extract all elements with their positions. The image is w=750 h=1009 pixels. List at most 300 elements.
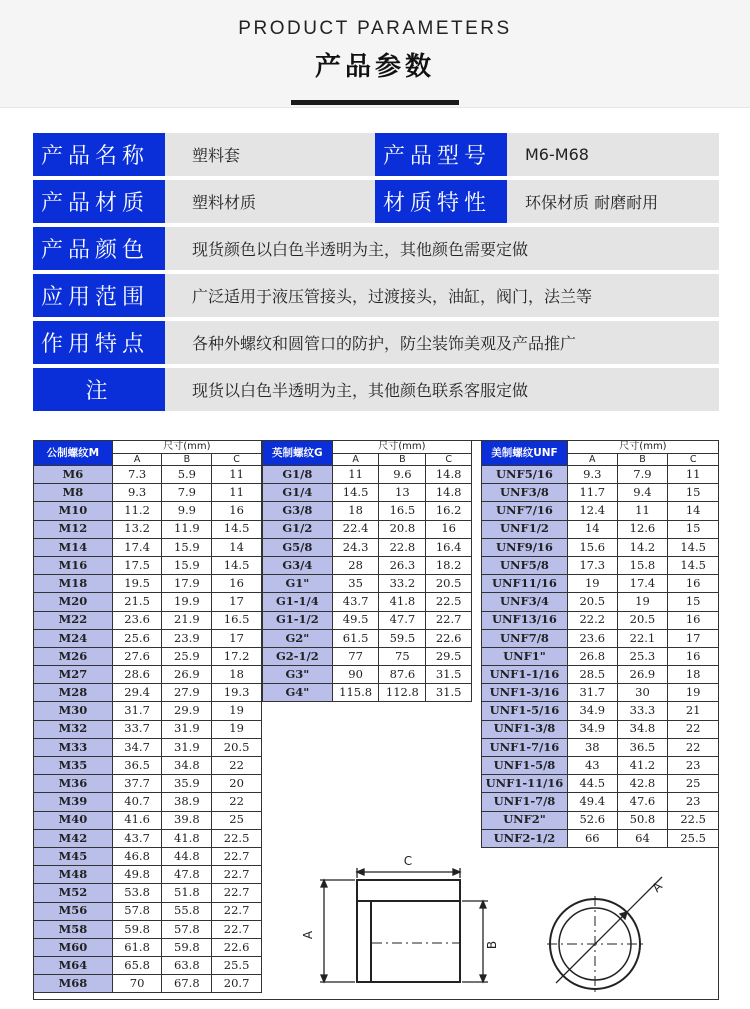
column-c-header: C: [212, 454, 262, 466]
size-header: 尺寸(mm): [112, 441, 261, 454]
table-row: [482, 538, 719, 556]
dimension-b-cell: 19.9: [162, 593, 212, 611]
dimension-b-cell: 34.8: [617, 720, 668, 738]
table-row: [34, 902, 262, 920]
thread-size-cell: M40: [34, 811, 113, 829]
table-row: [34, 466, 262, 484]
table-row: [34, 793, 262, 811]
dimension-b-cell: 59.5: [379, 629, 426, 647]
dimension-c-cell: 16: [212, 575, 262, 593]
dimension-a-cell: 17.3: [567, 556, 617, 574]
dimension-c-cell: 11: [212, 466, 262, 484]
param-row-scope: [33, 274, 719, 317]
size-header: 尺寸(mm): [332, 441, 471, 454]
dimension-c-cell: 23: [668, 793, 719, 811]
dimension-b-cell: 33.2: [379, 575, 426, 593]
thread-size-cell: M60: [34, 938, 113, 956]
unf-thread-table: [481, 440, 719, 848]
dimension-a-cell: 25.6: [112, 629, 162, 647]
dimension-c-cell: 22.5: [668, 811, 719, 829]
dimension-c-cell: 16: [426, 520, 472, 538]
table-row: [34, 556, 262, 574]
thread-size-cell: G2": [263, 629, 333, 647]
dimension-b-cell: 87.6: [379, 666, 426, 684]
dimension-a-cell: 53.8: [112, 884, 162, 902]
dimension-c-cell: 11: [668, 466, 719, 484]
table-row: [482, 720, 719, 738]
dimension-a-cell: 40.7: [112, 793, 162, 811]
dimension-b-cell: 22.1: [617, 629, 668, 647]
dimension-c-cell: 16: [212, 502, 262, 520]
dimension-a-cell: 65.8: [112, 957, 162, 975]
dimension-c-cell: 22.7: [212, 847, 262, 865]
table-row: [263, 575, 472, 593]
dimension-a-cell: 34.7: [112, 738, 162, 756]
thread-size-cell: M12: [34, 520, 113, 538]
b-arrow-top: [480, 901, 486, 908]
dimension-a-cell: 23.6: [567, 629, 617, 647]
dimension-b-cell: 15.8: [617, 556, 668, 574]
dimension-c-cell: 20.5: [212, 738, 262, 756]
thread-size-cell: G3/4: [263, 556, 333, 574]
dimension-b-cell: 11.9: [162, 520, 212, 538]
thread-size-cell: M28: [34, 684, 113, 702]
table-row: [263, 538, 472, 556]
dimension-b-cell: 63.8: [162, 957, 212, 975]
table-row: [482, 593, 719, 611]
dimension-c-cell: 15: [668, 484, 719, 502]
dimension-a-cell: 57.8: [112, 902, 162, 920]
thread-size-cell: M45: [34, 847, 113, 865]
table-row: [34, 829, 262, 847]
dimension-b-cell: 5.9: [162, 466, 212, 484]
param-value: 现货以白色半透明为主，其他颜色联系客服定做: [165, 368, 719, 411]
thread-size-cell: G1/8: [263, 466, 333, 484]
dimension-c-cell: 22.7: [212, 866, 262, 884]
dimension-b-cell: 7.9: [617, 466, 668, 484]
param-value: M6-M68: [507, 133, 719, 176]
thread-size-cell: M14: [34, 538, 113, 556]
thread-size-cell: UNF3/8: [482, 484, 568, 502]
thread-size-cell: UNF1-7/16: [482, 738, 568, 756]
dimension-c-cell: 18: [668, 666, 719, 684]
sleeve-outer-outline: [357, 880, 460, 982]
table-row: [34, 593, 262, 611]
dimension-c-cell: 20.7: [212, 975, 262, 993]
dimension-c-cell: 16: [668, 647, 719, 665]
dimension-b-cell: 17.9: [162, 575, 212, 593]
dimension-a-cell: 36.5: [112, 757, 162, 775]
dimension-a-cell: 43: [567, 757, 617, 775]
table-row: [34, 647, 262, 665]
dimension-b-cell: 59.8: [162, 938, 212, 956]
page-header: [0, 0, 750, 108]
dimension-c-cell: 22.7: [212, 884, 262, 902]
title-underline: [291, 100, 459, 105]
thread-size-cell: G3/8: [263, 502, 333, 520]
table-row: [263, 647, 472, 665]
thread-size-cell: UNF1/2: [482, 520, 568, 538]
dimension-a-cell: 9.3: [112, 484, 162, 502]
table-row: [263, 502, 472, 520]
thread-size-cell: M27: [34, 666, 113, 684]
dimension-a-cell: 12.4: [567, 502, 617, 520]
dimension-a-cell: 34.9: [567, 702, 617, 720]
dimension-b-cell: 26.3: [379, 556, 426, 574]
dimension-c-cell: 14.5: [668, 538, 719, 556]
param-label: 材质特性: [375, 180, 507, 223]
dimension-b-cell: 47.7: [379, 611, 426, 629]
dimension-b-cell: 41.8: [162, 829, 212, 847]
dimension-b-cell: 13: [379, 484, 426, 502]
dimension-c-cell: 17: [212, 593, 262, 611]
c-arrow-right: [453, 869, 460, 875]
param-label: 注: [33, 368, 165, 411]
metric-thread-table: [33, 440, 262, 993]
table-row: [34, 957, 262, 975]
dimension-c-cell: 14.8: [426, 484, 472, 502]
dimension-c-cell: 22: [212, 757, 262, 775]
dimension-b-cell: 41.2: [617, 757, 668, 775]
thread-size-cell: UNF13/16: [482, 611, 568, 629]
dimension-b-cell: 12.6: [617, 520, 668, 538]
thread-size-cell: M10: [34, 502, 113, 520]
thread-size-cell: M33: [34, 738, 113, 756]
thread-size-cell: M24: [34, 629, 113, 647]
dimension-diagram: [300, 850, 720, 1000]
dimension-c-cell: 25: [212, 811, 262, 829]
table-row: [482, 811, 719, 829]
table-row: [482, 829, 719, 847]
param-label: 产品颜色: [33, 227, 165, 270]
thread-size-cell: M42: [34, 829, 113, 847]
dimension-a-cell: 61.5: [332, 629, 379, 647]
dimension-b-cell: 16.5: [379, 502, 426, 520]
dimension-b-cell: 33.3: [617, 702, 668, 720]
dimension-a-cell: 18: [332, 502, 379, 520]
dimension-a-cell: 90: [332, 666, 379, 684]
param-label: 应用范围: [33, 274, 165, 317]
dimension-b-cell: 17.4: [617, 575, 668, 593]
table-row: [263, 484, 472, 502]
thread-size-cell: G1-1/2: [263, 611, 333, 629]
table-row: [263, 666, 472, 684]
param-label: 产品型号: [375, 133, 507, 176]
dimension-a-cell: 7.3: [112, 466, 162, 484]
parameter-panel: [33, 133, 719, 415]
table-row: [34, 702, 262, 720]
dimension-b-cell: 9.6: [379, 466, 426, 484]
label-c: C: [403, 854, 413, 868]
dimension-b-cell: 67.8: [162, 975, 212, 993]
thread-size-cell: UNF3/4: [482, 593, 568, 611]
thread-size-cell: M18: [34, 575, 113, 593]
thread-size-cell: M68: [34, 975, 113, 993]
table-row: [482, 702, 719, 720]
dimension-a-cell: 31.7: [567, 684, 617, 702]
table-row: [34, 811, 262, 829]
dimension-a-cell: 44.5: [567, 775, 617, 793]
dimension-c-cell: 14.5: [212, 520, 262, 538]
dimension-c-cell: 15: [668, 593, 719, 611]
thread-size-cell: M35: [34, 757, 113, 775]
dimension-c-cell: 11: [212, 484, 262, 502]
thread-size-cell: UNF1-5/16: [482, 702, 568, 720]
thread-size-cell: G1": [263, 575, 333, 593]
thread-size-cell: G1/2: [263, 520, 333, 538]
dimension-b-cell: 57.8: [162, 920, 212, 938]
dimension-b-cell: 9.9: [162, 502, 212, 520]
column-c-header: C: [668, 454, 719, 466]
dimension-b-cell: 26.9: [162, 666, 212, 684]
dimension-b-cell: 47.6: [617, 793, 668, 811]
dimension-b-cell: 30: [617, 684, 668, 702]
dimension-b-cell: 112.8: [379, 684, 426, 702]
dimension-b-cell: 14.2: [617, 538, 668, 556]
table-row: [482, 666, 719, 684]
table-row: [482, 611, 719, 629]
table-row: [482, 775, 719, 793]
dimension-a-cell: 22.2: [567, 611, 617, 629]
dimension-b-cell: 55.8: [162, 902, 212, 920]
dimension-c-cell: 14.5: [212, 556, 262, 574]
table-row: [263, 466, 472, 484]
dimension-b-cell: 29.9: [162, 702, 212, 720]
dimension-a-cell: 49.4: [567, 793, 617, 811]
param-value: 现货颜色以白色半透明为主，其他颜色需要定做: [165, 227, 719, 270]
dimension-b-cell: 15.9: [162, 538, 212, 556]
dimension-a-cell: 28.5: [567, 666, 617, 684]
param-row-color: [33, 227, 719, 270]
param-label: 作用特点: [33, 321, 165, 364]
table-row: [263, 629, 472, 647]
dimension-c-cell: 14.8: [426, 466, 472, 484]
dimension-a-cell: 15.6: [567, 538, 617, 556]
thread-size-cell: G5/8: [263, 538, 333, 556]
c-arrow-left: [357, 869, 364, 875]
dimension-a-cell: 70: [112, 975, 162, 993]
dimension-b-cell: 22.8: [379, 538, 426, 556]
table-header-row: [482, 441, 719, 454]
dimension-a-cell: 27.6: [112, 647, 162, 665]
dimension-b-cell: 26.9: [617, 666, 668, 684]
column-b-header: B: [379, 454, 426, 466]
dimension-b-cell: 21.9: [162, 611, 212, 629]
dimension-a-cell: 20.5: [567, 593, 617, 611]
a-arrow-top: [321, 880, 327, 887]
dimension-a-cell: 14: [567, 520, 617, 538]
table-row: [482, 647, 719, 665]
dimension-c-cell: 22.7: [212, 920, 262, 938]
param-row-material: [33, 180, 719, 223]
table-row: [482, 520, 719, 538]
dimension-c-cell: 16: [668, 575, 719, 593]
dimension-c-cell: 20: [212, 775, 262, 793]
dimension-c-cell: 21: [668, 702, 719, 720]
dimension-b-cell: 15.9: [162, 556, 212, 574]
dimension-b-cell: 34.8: [162, 757, 212, 775]
dimension-a-cell: 19.5: [112, 575, 162, 593]
table-row: [34, 720, 262, 738]
param-label: 产品名称: [33, 133, 165, 176]
dimension-b-cell: 38.9: [162, 793, 212, 811]
thread-size-cell: M20: [34, 593, 113, 611]
thread-size-cell: M36: [34, 775, 113, 793]
dimension-a-cell: 17.4: [112, 538, 162, 556]
thread-size-cell: UNF2": [482, 811, 568, 829]
dimension-c-cell: 18.2: [426, 556, 472, 574]
dimension-a-cell: 115.8: [332, 684, 379, 702]
dimension-b-cell: 36.5: [617, 738, 668, 756]
thread-size-cell: M58: [34, 920, 113, 938]
dimension-a-cell: 22.4: [332, 520, 379, 538]
table-row: [482, 738, 719, 756]
dimension-b-cell: 9.4: [617, 484, 668, 502]
thread-size-cell: UNF7/8: [482, 629, 568, 647]
dimension-c-cell: 16: [668, 611, 719, 629]
dimension-c-cell: 22: [668, 738, 719, 756]
table-row: [34, 975, 262, 993]
table-row: [34, 575, 262, 593]
table-row: [263, 684, 472, 702]
dimension-c-cell: 19.3: [212, 684, 262, 702]
imperial-thread-table: [262, 440, 472, 702]
param-label: 产品材质: [33, 180, 165, 223]
dimension-a-cell: 43.7: [112, 829, 162, 847]
dimension-a-cell: 59.8: [112, 920, 162, 938]
thread-size-cell: M22: [34, 611, 113, 629]
dimension-c-cell: 20.5: [426, 575, 472, 593]
param-value: 各种外螺纹和圆管口的防护，防尘装饰美观及产品推广: [165, 321, 719, 364]
table-header-row: [263, 441, 472, 454]
dimension-a-cell: 38: [567, 738, 617, 756]
thread-size-cell: UNF1-3/16: [482, 684, 568, 702]
b-arrow-bottom: [480, 975, 486, 982]
dimension-c-cell: 23: [668, 757, 719, 775]
dimension-a-cell: 28: [332, 556, 379, 574]
thread-size-cell: UNF11/16: [482, 575, 568, 593]
dimension-c-cell: 17: [668, 629, 719, 647]
dimension-b-cell: 35.9: [162, 775, 212, 793]
param-row-name: [33, 133, 719, 176]
dimension-a-cell: 26.8: [567, 647, 617, 665]
dimension-a-cell: 11.7: [567, 484, 617, 502]
column-b-header: B: [617, 454, 668, 466]
table-row: [34, 502, 262, 520]
dimension-b-cell: 42.8: [617, 775, 668, 793]
thread-size-cell: G3": [263, 666, 333, 684]
title-english: PRODUCT PARAMETERS: [238, 18, 512, 39]
dimension-a-cell: 35: [332, 575, 379, 593]
dimension-c-cell: 16.2: [426, 502, 472, 520]
dimension-a-cell: 34.9: [567, 720, 617, 738]
dimension-c-cell: 18: [212, 666, 262, 684]
param-value: 环保材质 耐磨耐用: [507, 180, 719, 223]
thread-size-cell: M56: [34, 902, 113, 920]
table-row: [263, 520, 472, 538]
dimension-a-cell: 33.7: [112, 720, 162, 738]
table-row: [34, 738, 262, 756]
dimension-c-cell: 29.5: [426, 647, 472, 665]
thread-type-header: 公制螺纹M: [34, 441, 113, 466]
dimension-a-cell: 11: [332, 466, 379, 484]
dimension-c-cell: 22: [668, 720, 719, 738]
thread-size-cell: M52: [34, 884, 113, 902]
column-c-header: C: [426, 454, 472, 466]
a-diameter-line: [556, 877, 662, 983]
dimension-a-cell: 19: [567, 575, 617, 593]
dimension-c-cell: 31.5: [426, 684, 472, 702]
dimension-a-cell: 24.3: [332, 538, 379, 556]
thread-size-cell: G1/4: [263, 484, 333, 502]
dimension-b-cell: 27.9: [162, 684, 212, 702]
thread-size-cell: M48: [34, 866, 113, 884]
dimension-b-cell: 75: [379, 647, 426, 665]
dimension-c-cell: 19: [212, 720, 262, 738]
dimension-c-cell: 22.5: [212, 829, 262, 847]
table-row: [34, 847, 262, 865]
thread-size-cell: M16: [34, 556, 113, 574]
dimension-b-cell: 50.8: [617, 811, 668, 829]
table-row: [34, 866, 262, 884]
thread-size-cell: M6: [34, 466, 113, 484]
dimension-b-cell: 7.9: [162, 484, 212, 502]
dimension-a-cell: 17.5: [112, 556, 162, 574]
table-row: [263, 593, 472, 611]
dimension-c-cell: 25.5: [212, 957, 262, 975]
dimension-a-cell: 9.3: [567, 466, 617, 484]
dimension-a-cell: 21.5: [112, 593, 162, 611]
dimension-a-cell: 28.6: [112, 666, 162, 684]
column-a-header: A: [112, 454, 162, 466]
table-row: [263, 556, 472, 574]
table-row: [263, 611, 472, 629]
dimension-b-cell: 25.9: [162, 647, 212, 665]
table-row: [34, 920, 262, 938]
thread-size-cell: UNF9/16: [482, 538, 568, 556]
column-b-header: B: [162, 454, 212, 466]
param-value: 塑料套: [165, 133, 375, 176]
thread-size-cell: UNF1-11/16: [482, 775, 568, 793]
table-row: [34, 938, 262, 956]
thread-size-cell: UNF2-1/2: [482, 829, 568, 847]
table-row: [34, 757, 262, 775]
thread-size-cell: UNF7/16: [482, 502, 568, 520]
thread-size-cell: UNF1-3/8: [482, 720, 568, 738]
thread-size-cell: M39: [34, 793, 113, 811]
dimension-a-cell: 66: [567, 829, 617, 847]
dimension-b-cell: 11: [617, 502, 668, 520]
dimension-c-cell: 25.5: [668, 829, 719, 847]
thread-size-cell: UNF1-1/16: [482, 666, 568, 684]
thread-size-cell: M64: [34, 957, 113, 975]
dimension-b-cell: 39.8: [162, 811, 212, 829]
dimension-a-cell: 13.2: [112, 520, 162, 538]
dimension-b-cell: 31.9: [162, 720, 212, 738]
table-row: [482, 556, 719, 574]
thread-size-cell: M32: [34, 720, 113, 738]
dimension-a-cell: 52.6: [567, 811, 617, 829]
table-row: [482, 629, 719, 647]
size-header: 尺寸(mm): [567, 441, 718, 454]
table-row: [482, 484, 719, 502]
table-row: [482, 575, 719, 593]
thread-size-cell: G2-1/2: [263, 647, 333, 665]
table-row: [34, 684, 262, 702]
dimension-b-cell: 19: [617, 593, 668, 611]
thread-size-cell: UNF1-7/8: [482, 793, 568, 811]
param-value: 广泛适用于液压管接头，过渡接头，油缸，阀门，法兰等: [165, 274, 719, 317]
